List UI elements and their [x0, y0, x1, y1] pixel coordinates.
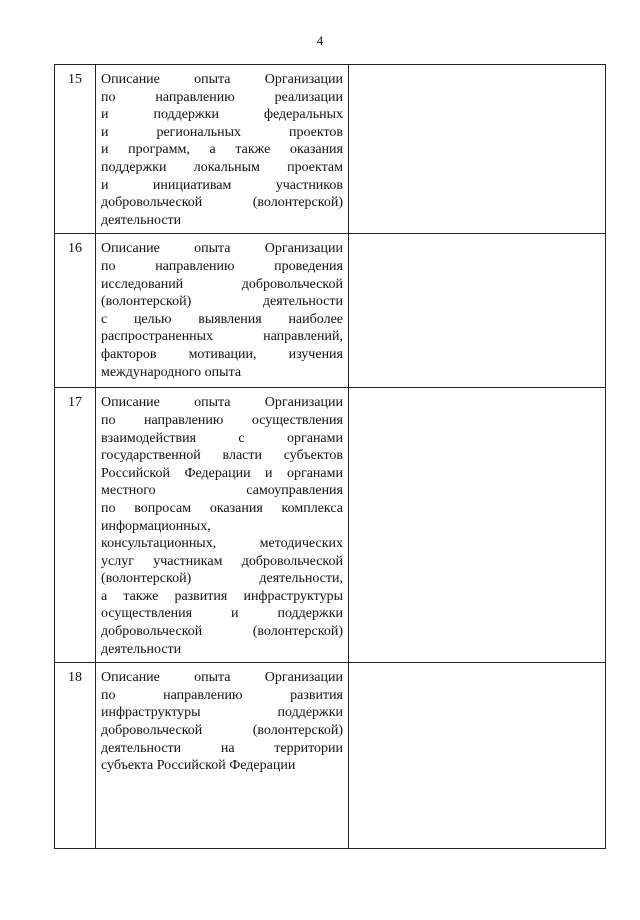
description-line: а также развития инфраструктуры: [101, 588, 343, 604]
description-line: по направлению реализации: [101, 89, 343, 105]
description-line: с целью выявления наиболее: [101, 311, 343, 327]
row-description: [96, 234, 349, 388]
table-row: [55, 234, 606, 388]
description-line: Описание опыта Организации: [101, 395, 343, 411]
description-line: осуществления и поддержки: [101, 606, 343, 622]
description-line: и поддержки федеральных: [101, 107, 343, 123]
page-number: 4: [316, 33, 324, 48]
description-line: деятельности на территории: [101, 740, 343, 756]
row-number: 15: [55, 65, 96, 234]
description-line: по вопросам оказания комплекса: [101, 500, 343, 516]
description-line: взаимодействия с органами: [101, 430, 343, 446]
table-row: [55, 388, 606, 663]
description-line: и инициативам участников: [101, 177, 343, 193]
description-line: Описание опыта Организации: [101, 72, 343, 87]
description-line: инфраструктуры поддержки: [101, 705, 343, 721]
application-form-table: [54, 64, 606, 849]
description-line: Описание опыта Организации: [101, 241, 343, 257]
description-line: по направлению проведения: [101, 258, 343, 274]
table-row: [55, 663, 606, 849]
row-value-field[interactable]: [349, 663, 606, 849]
description-line: международного опыта: [101, 364, 242, 380]
description-line: по направлению осуществления: [101, 412, 343, 428]
description-line: местного самоуправления: [101, 483, 343, 499]
description-line: добровольческой (волонтерской): [101, 624, 343, 640]
row-description: [96, 65, 349, 234]
table-row: [55, 65, 606, 234]
row-number: 16: [55, 234, 96, 388]
description-line: информационных,: [101, 518, 211, 534]
description-line: поддержки локальным проектам: [101, 159, 343, 175]
row-description: [96, 388, 349, 663]
description-line: государственной власти субъектов: [101, 448, 343, 464]
description-line: распространенных направлений,: [101, 329, 343, 345]
row-value-field[interactable]: [349, 388, 606, 663]
description-line: деятельности: [101, 212, 182, 228]
description-line: Описание опыта Организации: [101, 670, 343, 686]
row-number: 17: [55, 388, 96, 663]
description-line: добровольческой (волонтерской): [101, 195, 343, 211]
description-line: (волонтерской) деятельности: [101, 294, 343, 310]
description-line: субъекта Российской Федерации: [101, 758, 296, 774]
description-line: (волонтерской) деятельности,: [101, 571, 343, 587]
row-value-field[interactable]: [349, 234, 606, 388]
row-value-field[interactable]: [349, 65, 606, 234]
description-line: факторов мотивации, изучения: [101, 346, 343, 362]
row-description: [96, 663, 349, 849]
description-line: и программ, а также оказания: [101, 142, 343, 158]
row-number: 18: [55, 663, 96, 849]
description-line: исследований добровольческой: [101, 276, 343, 292]
description-line: добровольческой (волонтерской): [101, 723, 343, 739]
description-line: деятельности: [101, 641, 182, 657]
description-line: и региональных проектов: [101, 124, 343, 140]
description-line: по направлению развития: [101, 687, 343, 703]
description-line: услуг участникам добровольческой: [101, 553, 343, 569]
description-line: Российской Федерации и органами: [101, 465, 343, 481]
description-line: консультационных, методических: [101, 536, 343, 552]
